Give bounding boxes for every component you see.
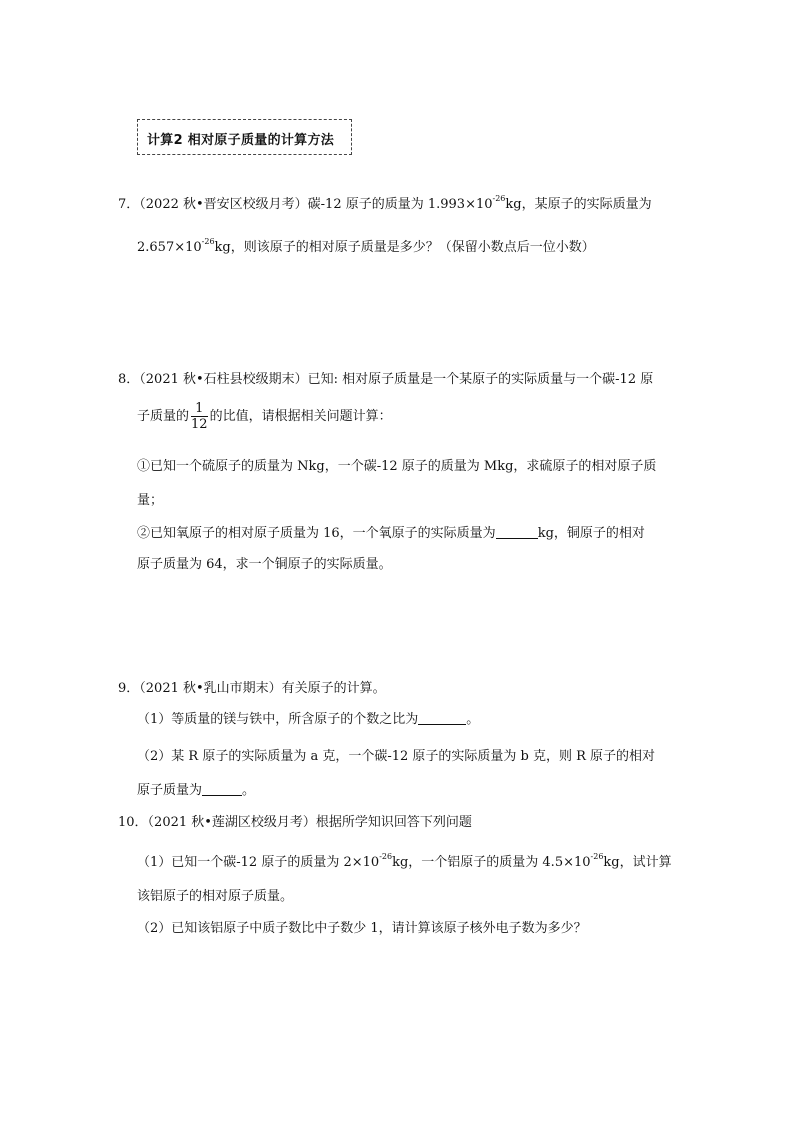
q8-line4: 量； [137,493,164,508]
q10-exponent-2: -26 [590,852,604,861]
q8-fraction: $\frac{1}{12}$ [191,401,208,432]
answer-blank[interactable] [418,712,466,725]
q7-exponent-1: -26 [492,194,506,203]
q10-exponent-1: -26 [379,852,393,861]
q8-line3: ①已知一个硫原子的质量为 Nkg，一个碳-12 原子的质量为 Mkg，求硫原子的相对原子质 [137,459,657,474]
q7-line1: 7．（2022 秋•晋安区校级月考）碳-12 原子的质量为 $1.993\times 10^{-26}kg$，某原子的实际质量为 [118,194,652,212]
answer-blank[interactable] [496,526,538,539]
q8-line2: 子质量的 $\frac{1}{12}$ 的比值，请根据相关问题计算： [137,401,392,432]
q7-exponent-2: -26 [201,237,215,246]
answer-blank[interactable] [202,783,242,796]
q8-line6: 原子质量为 64，求一个铜原子的实际质量。 [137,557,392,572]
q10-line3: 该铝原子的相对原子质量。 [137,889,294,904]
section-title: 计算2 相对原子质量的计算方法 [147,133,335,148]
q9-line4: 原子质量为 。 [137,783,256,798]
q7-line2: $2.657\times 10^{-26}kg$，则该原子的相对原子质量是多少？（保留小数点后一位小数） [137,237,595,255]
q9-line3: （2）某 R 原子的实际质量为 a 克，一个碳-12 原子的实际质量为 b 克，则 R 原子的相对 [137,749,656,764]
q8-line5: ②已知氧原子的相对原子质量为 16，一个氧原子的实际质量为 kg，铜原子的相对 [137,526,645,541]
q10-line1: 10．（2021 秋•莲湖区校级月考）根据所学知识回答下列问题 [118,815,472,830]
q10-line4: （2）已知该铝原子中质子数比中子数少 1，请计算该原子核外电子数为多少？ [137,921,587,936]
q9-line1: 9．（2021 秋•乳山市期末）有关原子的计算。 [118,681,386,696]
section-header-box [137,119,352,155]
q9-line2: （1）等质量的镁与铁中，所含原子的个数之比为 。 [137,712,480,727]
q10-line2: （1）已知一个碳-12 原子的质量为 $2\times 10^{-26}kg$，一个铝原子的质量为 $4.5\times 10^{-26}kg$，试计算 [137,852,672,870]
q8-line1: 8．（2021 秋•石柱县校级期末）已知: 相对原子质量是一个某原子的实际质量与一个碳-12 原 [118,372,654,387]
